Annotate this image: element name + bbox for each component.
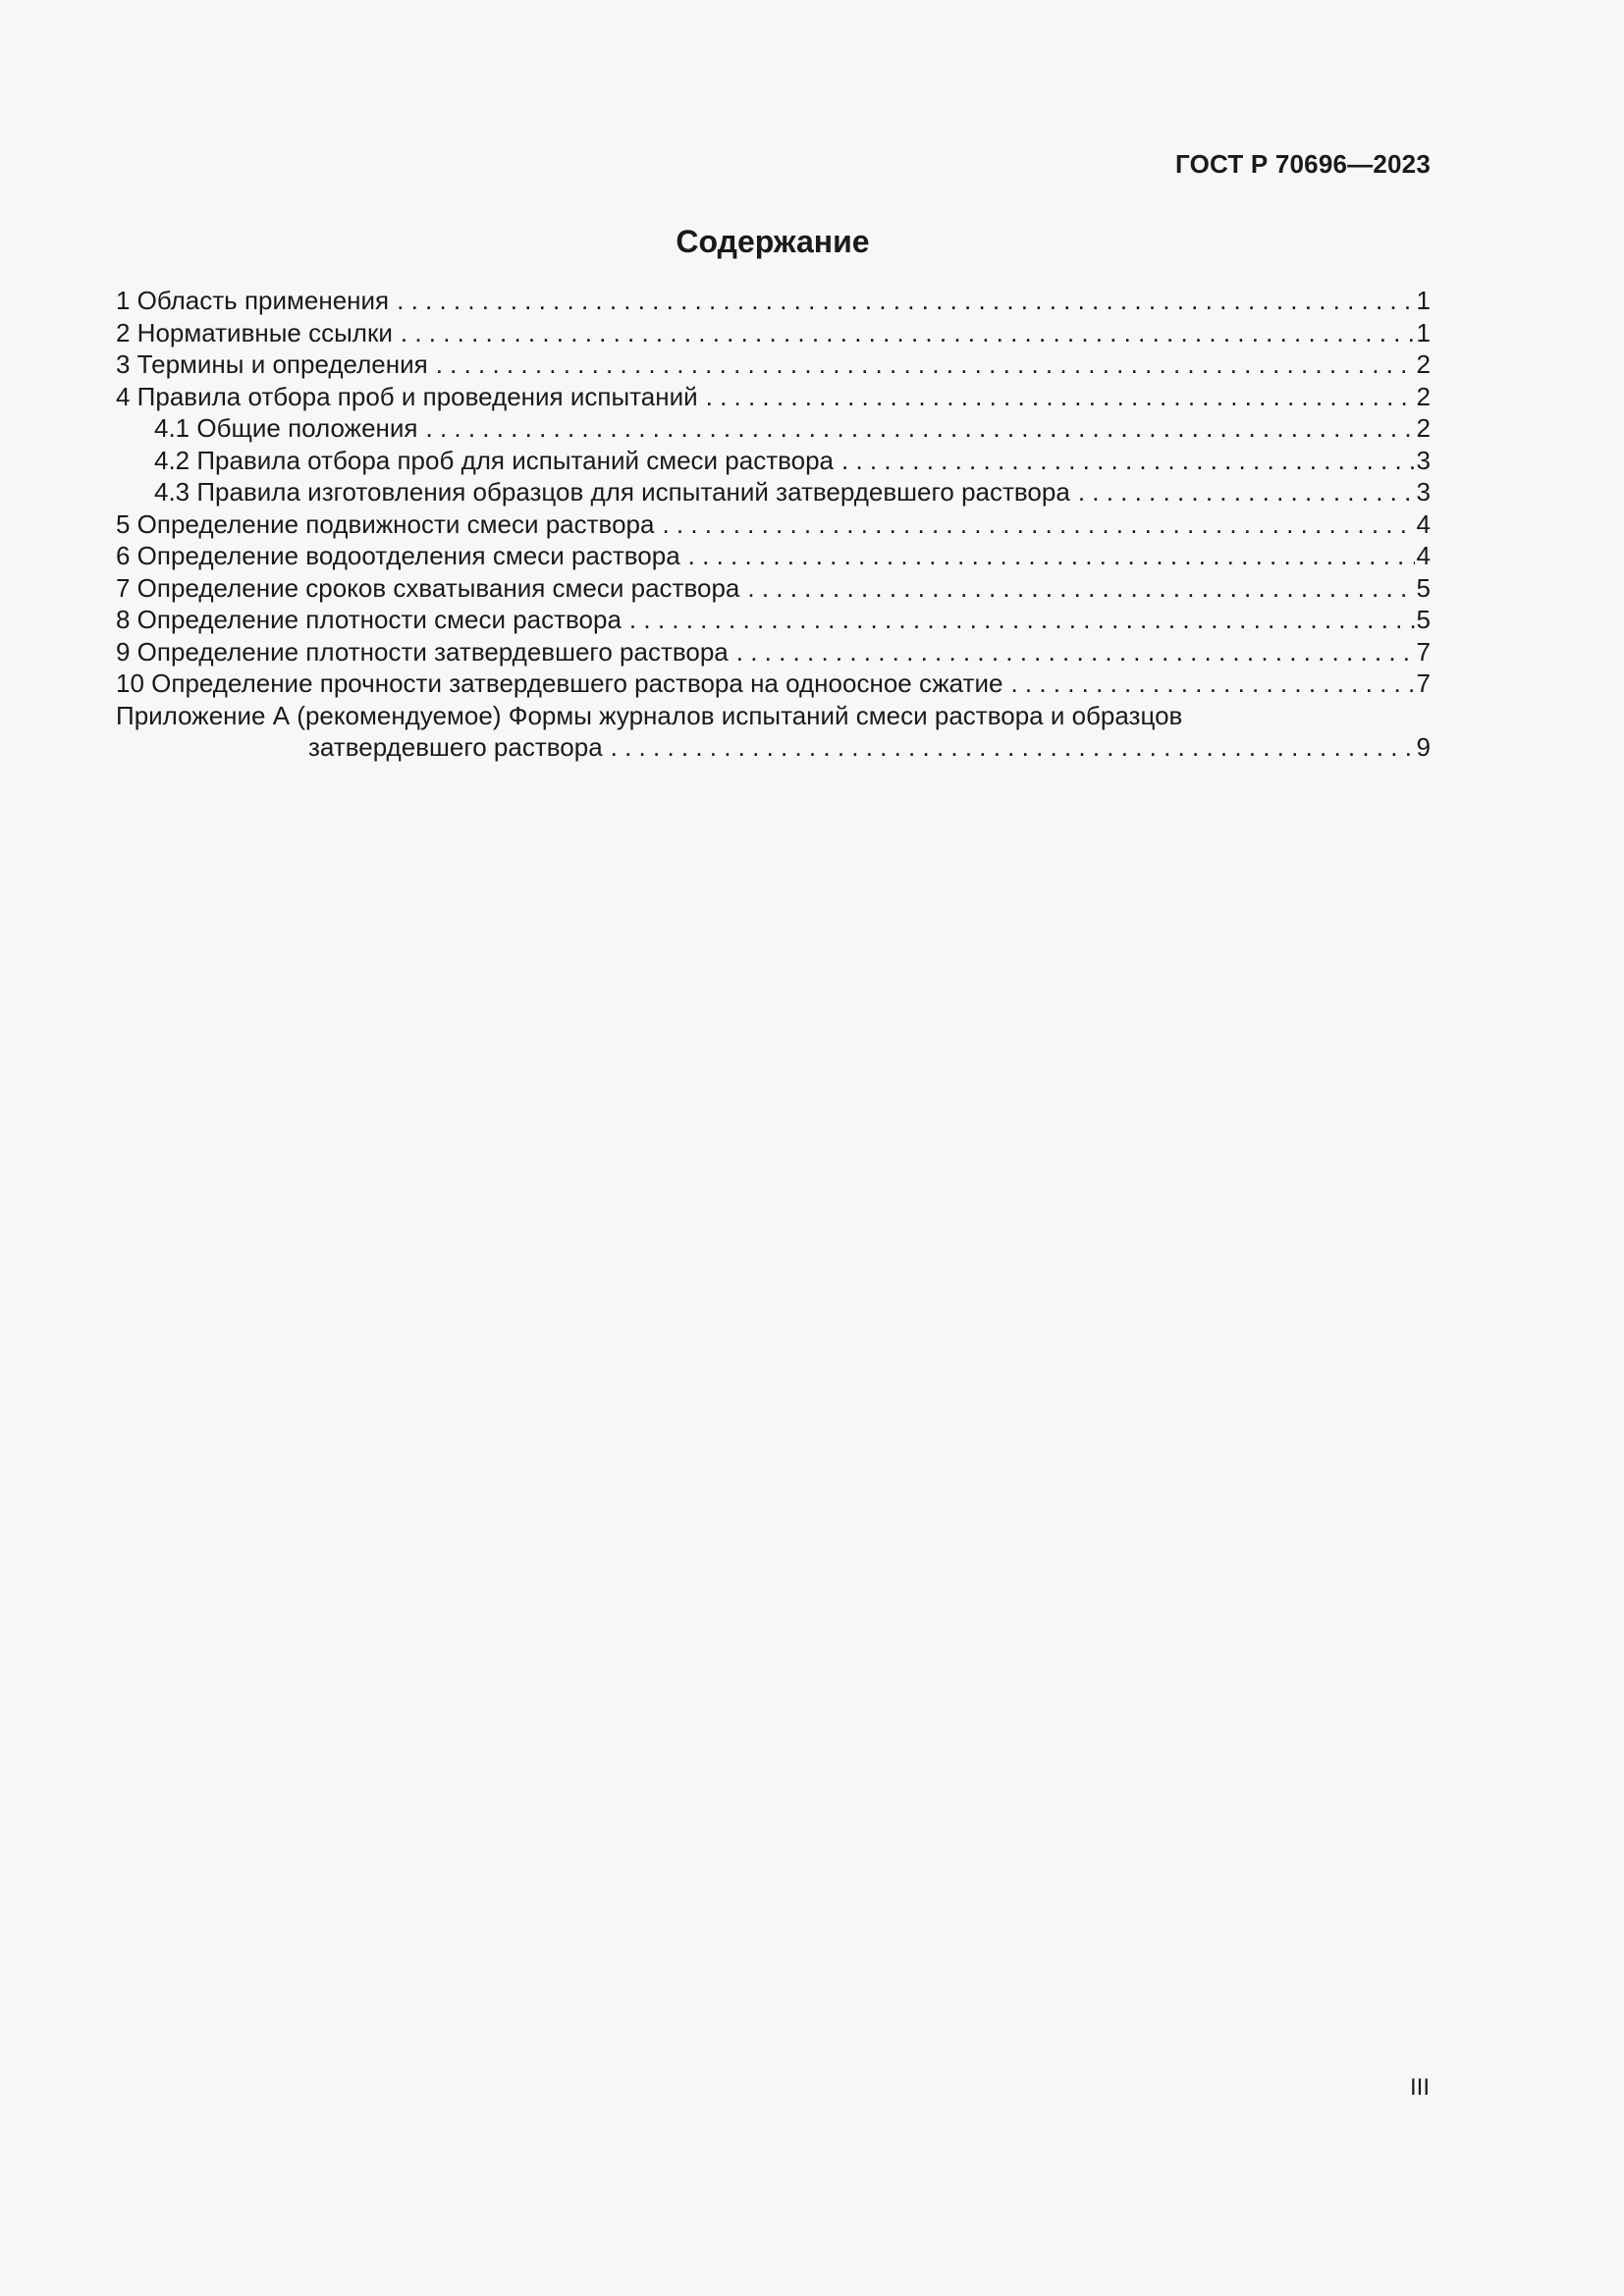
toc-appendix-continuation[interactable]	[116, 731, 1431, 764]
toc-entry-text: 4.3 Правила изготовления образцов для испытаний затвердевшего раствора	[154, 477, 1070, 507]
toc-entry[interactable]	[116, 285, 1431, 317]
toc-leader-dots	[397, 285, 1414, 317]
toc-appendix-entry[interactable]	[116, 700, 1431, 732]
toc-entry-text: 3 Термины и определения	[116, 349, 428, 379]
toc-subentry[interactable]	[116, 445, 1431, 477]
toc-leader-dots	[662, 508, 1414, 541]
toc-entry[interactable]	[116, 572, 1431, 605]
toc-entry-page: 3	[1416, 445, 1431, 475]
toc-appendix-title-cont: затвердевшего раствора	[308, 732, 603, 762]
page-number: III	[1409, 2074, 1430, 2101]
toc-entry[interactable]	[116, 317, 1431, 349]
table-of-contents	[116, 285, 1431, 764]
toc-leader-dots	[688, 540, 1415, 572]
toc-entry[interactable]	[116, 508, 1431, 541]
toc-entry-page: 3	[1416, 477, 1431, 507]
toc-leader-dots	[1010, 667, 1414, 700]
toc-entry-text: 4.1 Общие положения	[154, 413, 418, 443]
toc-entry-page: 4	[1416, 508, 1431, 539]
toc-entry-text: 8 Определение плотности смеси раствора	[116, 605, 622, 634]
toc-appendix-title: Приложение А (рекомендуемое) Формы журналов испытаний смеси раствора и образцов	[116, 700, 1183, 730]
toc-entry-page: 1	[1416, 317, 1431, 347]
toc-entry[interactable]	[116, 636, 1431, 668]
toc-entry-page: 9	[1416, 732, 1431, 762]
toc-leader-dots	[629, 604, 1415, 636]
toc-leader-dots	[401, 317, 1415, 349]
toc-leader-dots	[611, 731, 1415, 764]
toc-entry[interactable]	[116, 604, 1431, 636]
toc-title: Содержание	[676, 224, 870, 259]
document-code: ГОСТ Р 70696—2023	[1175, 149, 1431, 179]
toc-entry-page: 2	[1416, 413, 1431, 443]
toc-entry-text: 4.2 Правила отбора проб для испытаний смеси раствора	[154, 445, 835, 475]
toc-leader-dots	[706, 381, 1415, 413]
toc-subentry[interactable]	[116, 476, 1431, 508]
toc-entry-text: 7 Определение сроков схватывания смеси раствора	[116, 572, 740, 603]
toc-subentry[interactable]	[116, 412, 1431, 445]
toc-entry[interactable]	[116, 348, 1431, 381]
toc-entry-page: 2	[1416, 381, 1431, 411]
toc-entry-text: 5 Определение подвижности смеси раствора	[116, 508, 655, 539]
toc-entry-page: 5	[1416, 605, 1431, 634]
toc-leader-dots	[841, 445, 1415, 477]
toc-leader-dots	[436, 348, 1415, 381]
toc-leader-dots	[426, 412, 1415, 445]
toc-entry-text: 2 Нормативные ссылки	[116, 317, 393, 347]
toc-entry-text: 1 Область применения	[116, 286, 390, 315]
toc-entry-page: 7	[1416, 668, 1431, 698]
toc-entry-text: 6 Определение водоотделения смеси раствора	[116, 541, 680, 570]
toc-entry-page: 1	[1416, 286, 1431, 315]
toc-entry-page: 2	[1416, 349, 1431, 379]
toc-entry[interactable]	[116, 540, 1431, 572]
toc-entry-page: 7	[1416, 636, 1431, 667]
toc-entry-page: 5	[1416, 572, 1431, 603]
toc-leader-dots	[1078, 476, 1415, 508]
toc-entry[interactable]	[116, 667, 1431, 700]
toc-leader-dots	[747, 572, 1414, 605]
toc-entry[interactable]	[116, 381, 1431, 413]
toc-entry-page: 4	[1416, 541, 1431, 570]
toc-leader-dots	[736, 636, 1415, 668]
toc-entry-text: 4 Правила отбора проб и проведения испытаний	[116, 381, 698, 411]
toc-entry-text: 10 Определение прочности затвердевшего раствора на одноосное сжатие	[116, 668, 1003, 698]
toc-entry-text: 9 Определение плотности затвердевшего раствора	[116, 636, 729, 667]
